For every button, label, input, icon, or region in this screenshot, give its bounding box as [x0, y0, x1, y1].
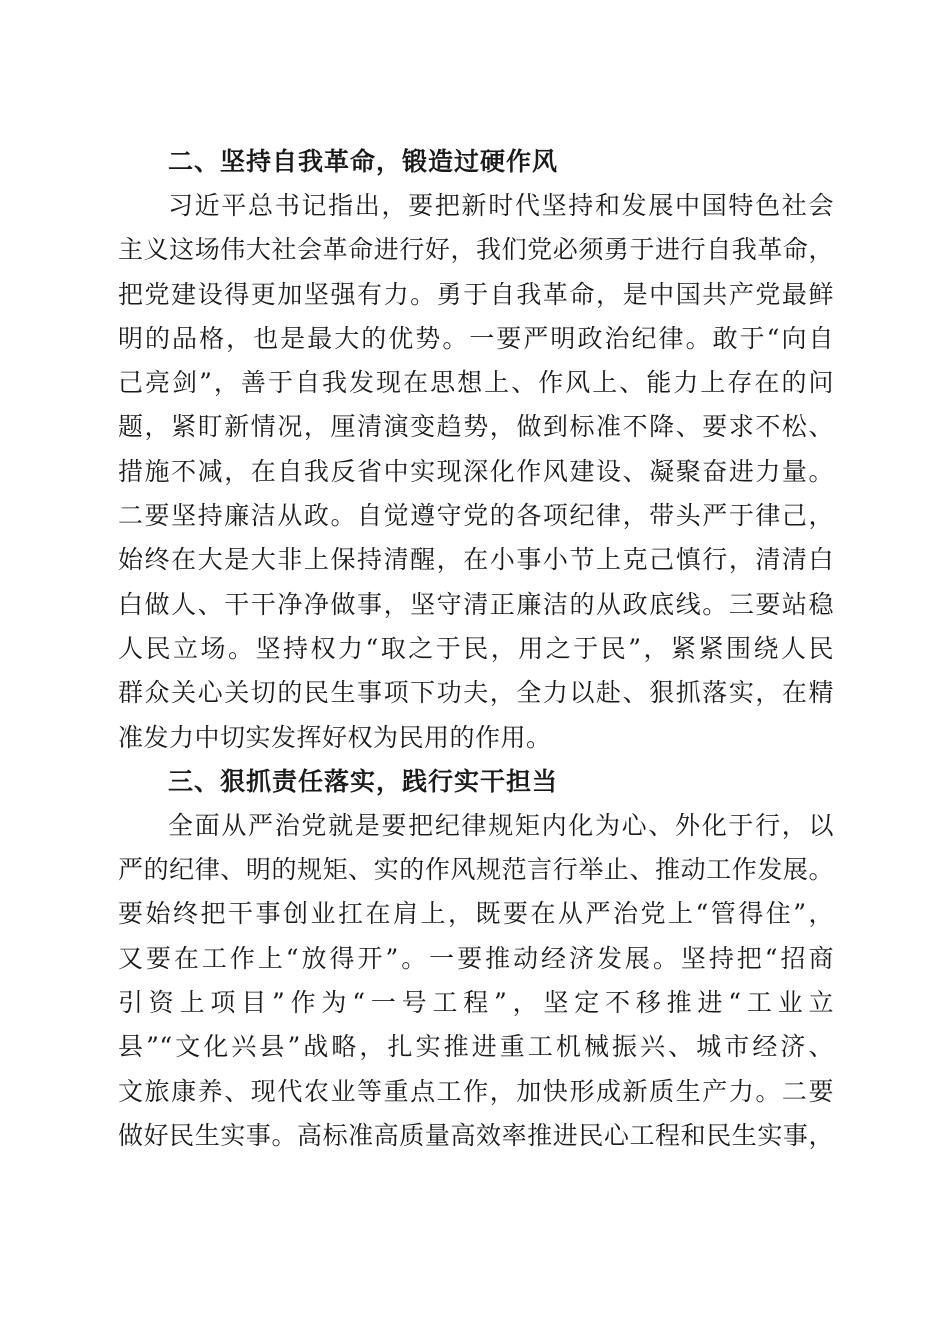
paragraph-line: 习近平总书记指出，要把新时代坚持和发展中国特色社会: [168, 191, 834, 220]
paragraph-line: 人民立场。坚持权力“取之于民，用之于民”，紧紧围绕人民: [118, 633, 834, 663]
paragraph-line: 做好民生实事。高标准高质量高效率推进民心工程和民生实事，: [118, 1120, 834, 1150]
document-body: [118, 140, 834, 1158]
paragraph-line: 要始终把干事创业扛在肩上，既要在从严治党上“管得住”，: [118, 899, 834, 929]
section-heading-3: 三、狠抓责任落实，践行实干担当: [168, 766, 559, 796]
section-paragraph-2: [118, 184, 834, 760]
section-heading-2: 二、坚持自我革命，锻造过硬作风: [168, 147, 559, 176]
paragraph-line: 措施不减，在自我反省中实现深化作风建设、凝聚奋进力量。: [118, 456, 834, 486]
paragraph-line: 群众关心关切的民生事项下功夫，全力以赴、狠抓落实，在精: [118, 678, 834, 708]
paragraph-line: 始终在大是大非上保持清醒，在小事小节上克己慎行，清清白: [118, 545, 834, 575]
paragraph-line: 主义这场伟大社会革命进行好，我们党必须勇于进行自我革命，: [118, 235, 834, 265]
paragraph-line: 全面从严治党就是要把纪律规矩内化为心、外化于行，以: [168, 810, 834, 840]
paragraph-line: 严的纪律、明的规矩、实的作风规范言行举止、推动工作发展。: [118, 855, 834, 885]
paragraph-line: 己亮剑”，善于自我发现在思想上、作风上、能力上存在的问: [118, 368, 834, 398]
paragraph-line: 又要在工作上“放得开”。一要推动经济发展。坚持把“招商: [118, 943, 834, 973]
paragraph-line: 题，紧盯新情况，厘清演变趋势，做到标准不降、要求不松、: [118, 412, 834, 442]
paragraph-line: 引资上项目”作为“一号工程”，坚定不移推进“工业立: [118, 988, 834, 1018]
paragraph-line: 文旅康养、现代农业等重点工作，加快形成新质生产力。二要: [118, 1076, 834, 1106]
paragraph-line: 县”“文化兴县”战略，扎实推进重工机械振兴、城市经济、: [118, 1032, 834, 1062]
paragraph-line: 明的品格，也是最大的优势。一要严明政治纪律。敢于“向自: [118, 323, 834, 353]
paragraph-line: 把党建设得更加坚强有力。勇于自我革命，是中国共产党最鲜: [118, 279, 834, 309]
section-paragraph-3: [118, 804, 834, 1158]
paragraph-line: 二要坚持廉洁从政。自觉遵守党的各项纪律，带头严于律己，: [118, 501, 834, 531]
paragraph-line: 白做人、干干净净做事，坚守清正廉洁的从政底线。三要站稳: [118, 589, 834, 619]
paragraph-line: 准发力中切实发挥好权为民用的作用。: [118, 722, 552, 752]
